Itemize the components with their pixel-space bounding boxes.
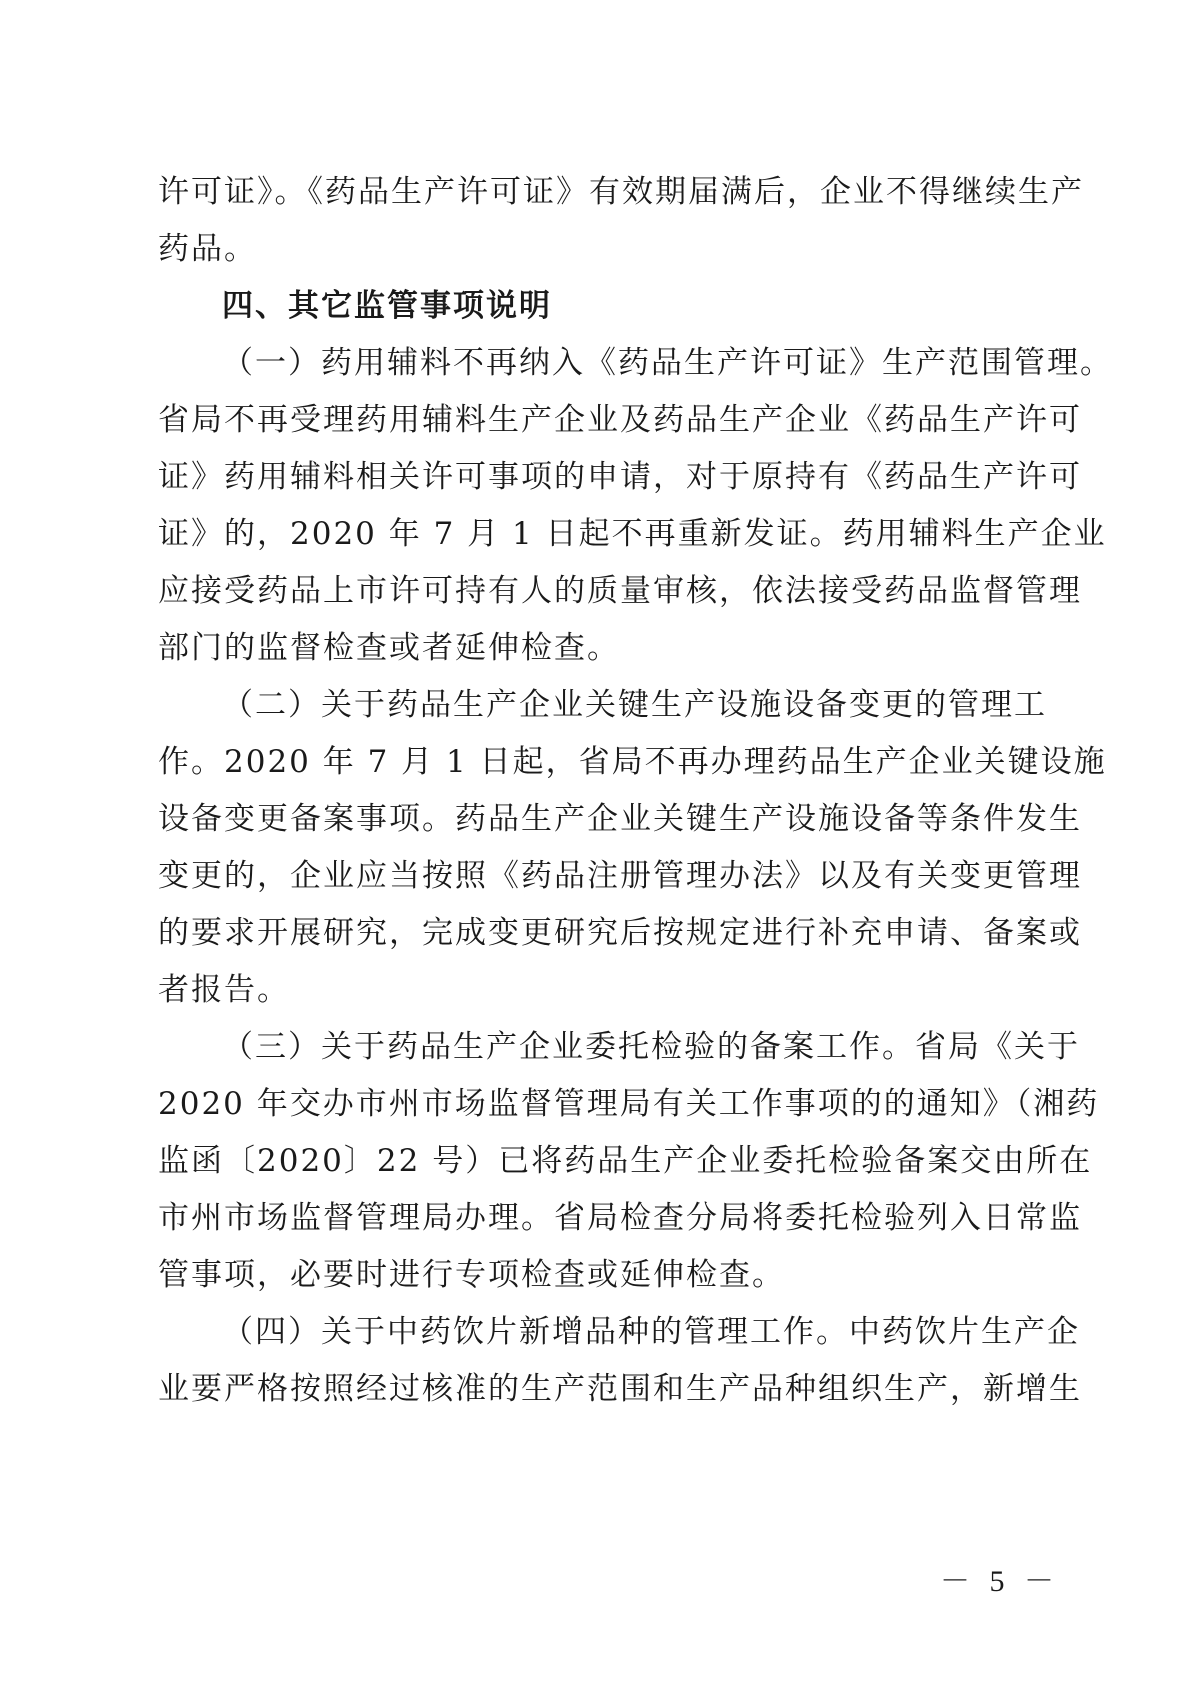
paragraph-line: （一）药用辅料不再纳入《药品生产许可证》生产范围管理。 [222, 345, 1113, 381]
paragraph-line: （三）关于药品生产企业委托检验的备案工作。省局《关于 [222, 1029, 1080, 1065]
paragraph-line: 部门的监督检查或者延伸检查。 [158, 630, 620, 666]
paragraph-line: 省局不再受理药用辅料生产企业及药品生产企业《药品生产许可 [158, 402, 1082, 438]
paragraph-line: 许可证》。《药品生产许可证》有效期届满后，企业不得继续生产 [158, 174, 1084, 210]
paragraph-line: 设备变更备案事项。药品生产企业关键生产设施设备等条件发生 [158, 801, 1082, 837]
paragraph-line: 业要严格按照经过核准的生产范围和生产品种组织生产，新增生 [158, 1371, 1082, 1407]
paragraph-line: 者报告。 [158, 972, 290, 1008]
paragraph-line: 管事项，必要时进行专项检查或延伸检查。 [158, 1257, 785, 1293]
paragraph-line: 的要求开展研究，完成变更研究后按规定进行补充申请、备案或 [158, 915, 1082, 951]
paragraph-line: 作。2020 年 7 月 1 日起，省局不再办理药品生产企业关键设施 [158, 744, 1107, 780]
paragraph-line: 市州市场监督管理局办理。省局检查分局将委托检验列入日常监 [158, 1200, 1082, 1236]
paragraph-line: （四）关于中药饮片新增品种的管理工作。中药饮片生产企 [222, 1314, 1080, 1350]
paragraph-line: 证》药用辅料相关许可事项的申请，对于原持有《药品生产许可 [158, 459, 1082, 495]
section-heading: 四、其它监管事项说明 [222, 288, 552, 324]
paragraph-line: 药品。 [158, 231, 257, 267]
paragraph-line: 监函〔2020〕22 号）已将药品生产企业委托检验备案交由所在 [158, 1143, 1093, 1179]
paragraph-line: 应接受药品上市许可持有人的质量审核，依法接受药品监督管理 [158, 573, 1082, 609]
paragraph-line: （二）关于药品生产企业关键生产设施设备变更的管理工 [222, 687, 1047, 723]
paragraph-line: 变更的，企业应当按照《药品注册管理办法》以及有关变更管理 [158, 858, 1082, 894]
paragraph-line: 2020 年交办市州市场监督管理局有关工作事项的的通知》（湘药 [158, 1086, 1100, 1122]
paragraph-line: 证》的，2020 年 7 月 1 日起不再重新发证。药用辅料生产企业 [158, 516, 1107, 552]
page-number: － 5 － [940, 1565, 1060, 1598]
